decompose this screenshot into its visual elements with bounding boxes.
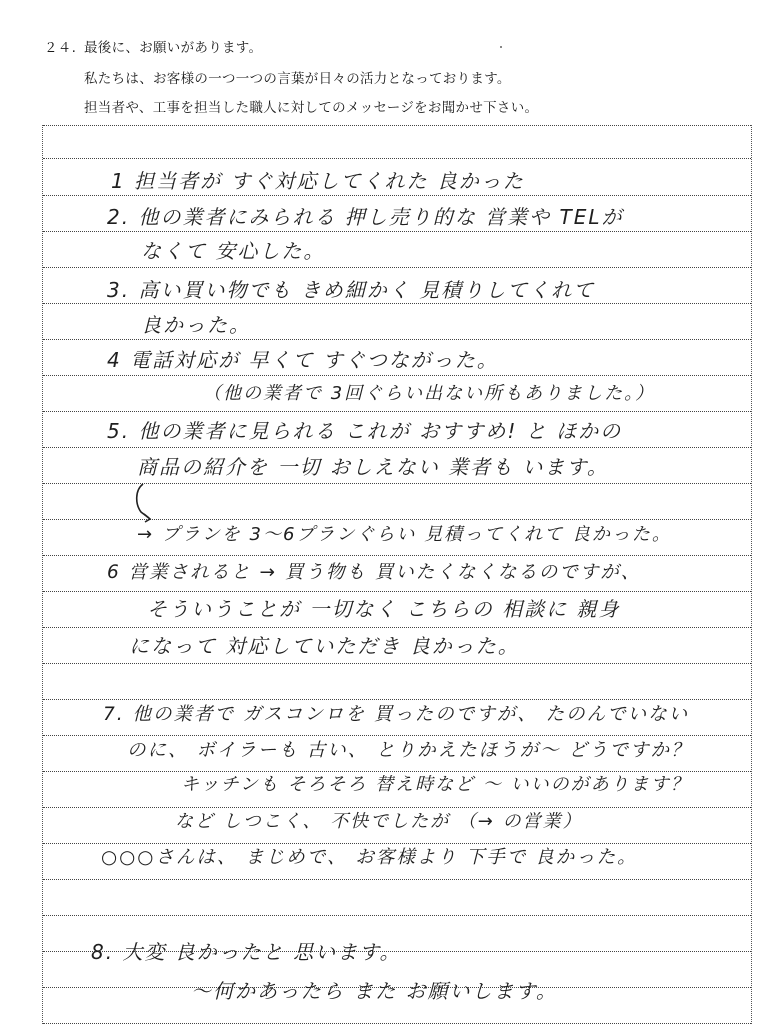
ruled-line [43, 915, 751, 916]
answer-line: 良かった。 [141, 313, 251, 337]
answer-line: になって 対応していただき 良かった。 [129, 634, 520, 658]
ruled-line [43, 125, 751, 126]
ruled-line [43, 375, 751, 376]
ruled-line [43, 339, 751, 340]
answer-line: 6 営業されると → 買う物も 買いたくなくなるのですが、 [107, 562, 642, 583]
answer-line: ○○○さんは、 まじめで、 お客様より 下手で 良かった。 [101, 847, 638, 868]
ruled-line [43, 663, 751, 664]
hook-arrow-icon [133, 482, 153, 526]
answer-line: なくて 安心した。 [141, 239, 326, 263]
ruled-line [43, 303, 751, 304]
question-line-1: 最後に、お願いがあります。 [84, 40, 263, 56]
answer-line: のに、 ボイラーも 古い、 とりかえたほうが〜 どうですか？ [127, 740, 692, 761]
ruled-line [43, 843, 751, 844]
answer-line: そういうことが 一切なく こちらの 相談に 親身 [147, 597, 621, 621]
answer-line: 3. 高い買い物でも きめ細かく 見積りしてくれて [107, 278, 596, 302]
ruled-line [43, 195, 751, 196]
answer-line: → プランを 3〜6プランぐらい 見積ってくれて 良かった。 [137, 524, 672, 545]
answer-line: 4 電話対応が 早くて すぐつながった。 [107, 348, 499, 372]
ruled-line [43, 699, 751, 700]
ruled-line [43, 411, 751, 412]
answer-line: キッチンも そろそろ 替え時など 〜 いいのがあります？ [181, 774, 691, 795]
answer-line: 商品の紹介を 一切 おしえない 業者も います。 [137, 455, 609, 479]
question-line-2: 私たちは、お客様の一つ一つの言葉が日々の活力となっております。 [84, 71, 511, 87]
ruled-line [43, 627, 751, 628]
ruled-line [43, 555, 751, 556]
question-number: ２４. [44, 40, 77, 56]
answer-line: など しつこく、 不快でしたが （→ の営業） [175, 811, 583, 832]
ruled-line [43, 231, 751, 232]
ruled-line [43, 735, 751, 736]
ruled-line [43, 158, 751, 159]
question-line-3: 担当者や、工事を担当した職人に対してのメッセージをお聞かせ下さい。 [84, 100, 539, 116]
ruled-line [43, 591, 751, 592]
ruled-line [43, 771, 751, 772]
answer-line: 7. 他の業者で ガスコンロを 買ったのですが、 たのんでいない [103, 704, 690, 725]
answer-line: 〜何かあったら また お願いします。 [191, 979, 558, 1003]
ruled-line [43, 267, 751, 268]
ruled-line [43, 447, 751, 448]
answer-line: （他の業者で 3回ぐらい出ない所もありました。） [203, 383, 656, 404]
answer-line: 2. 他の業者にみられる 押し売り的な 営業や TELが [107, 205, 624, 229]
answer-line: 1 担当者が すぐ対応してくれた 良かった [111, 169, 525, 193]
answer-sheet [42, 125, 752, 1024]
ruled-line [43, 879, 751, 880]
answer-line: 8. 大変 良かったと 思います。 [91, 940, 402, 964]
answer-line: 5. 他の業者に見られる これが おすすめ! と ほかの [107, 419, 623, 443]
speck [500, 46, 502, 48]
ruled-line [43, 807, 751, 808]
